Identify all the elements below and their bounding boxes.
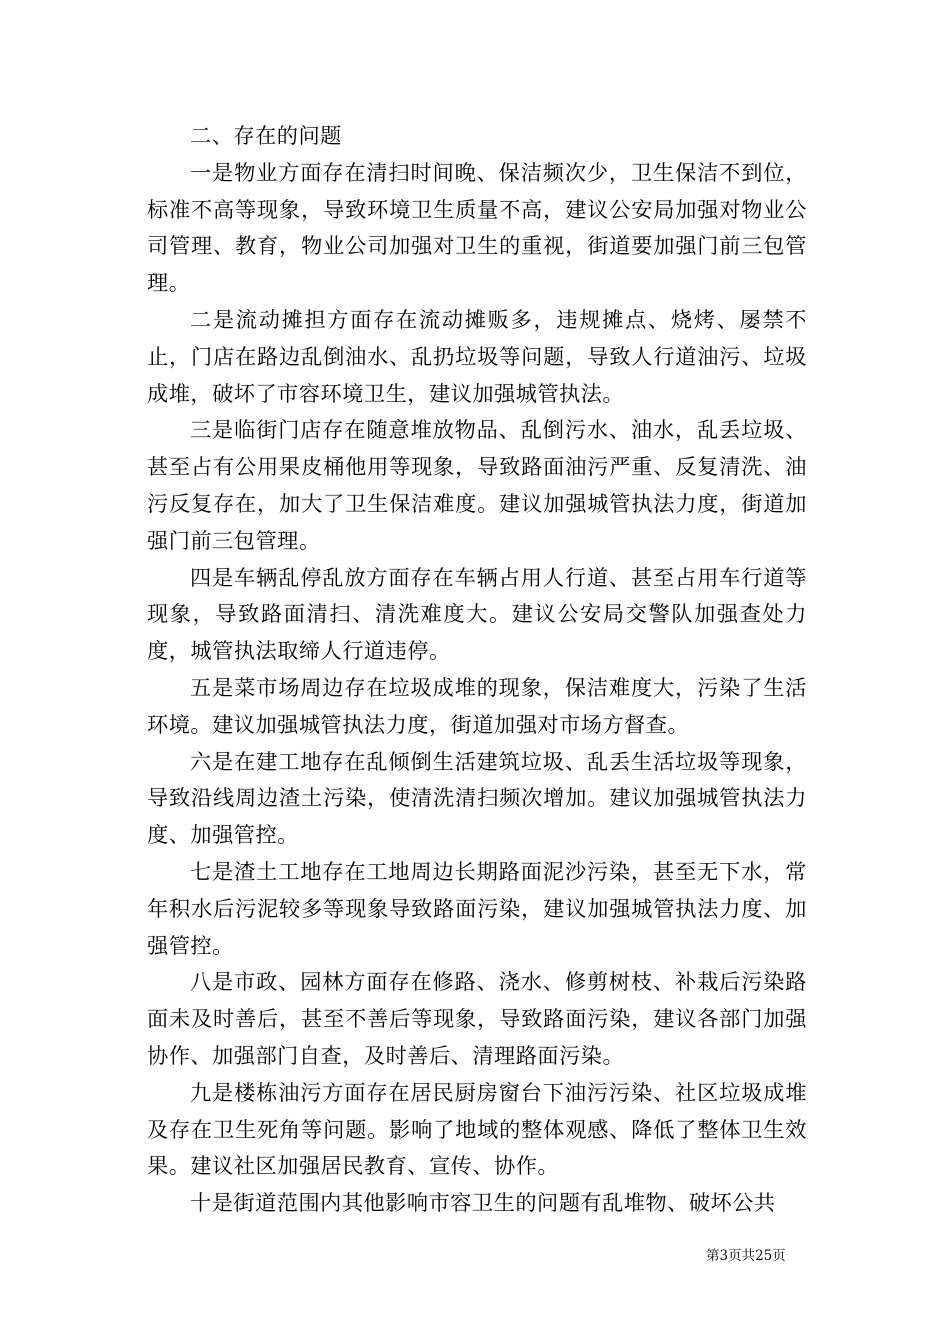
paragraph-1: 一是物业方面存在清扫时间晚、保洁频次少，卫生保洁不到位，标准不高等现象，导致环境卫生质量不高，建议公安局加强对物业公司管理、教育，物业公司加强对卫生的重视，街道要加强门前三包管理。	[147, 159, 807, 296]
document-body	[147, 118, 807, 1222]
paragraph-6: 六是在建工地存在乱倾倒生活建筑垃圾、乱丢生活垃圾等现象，导致沿线周边渣土污染，使清洗清扫频次增加。建议加强城管执法力度、加强管控。	[147, 748, 807, 848]
paragraph-10: 十是街道范围内其他影响市容卫生的问题有乱堆物、破坏公共	[190, 1190, 776, 1216]
paragraph-3: 三是临街门店存在随意堆放物品、乱倒污水、油水，乱丢垃圾、甚至占有公用果皮桶他用等现象，导致路面油污严重、反复清洗、油污反复存在，加大了卫生保洁难度。建议加强城管执法力度，街道加强门前三包管理。	[147, 417, 807, 553]
paragraph-5: 五是菜市场周边存在垃圾成堆的现象，保洁难度大，污染了生活环境。建议加强城管执法力度，街道加强对市场方督查。	[147, 674, 807, 737]
page-number-footer: 第3页共25页	[706, 1248, 786, 1264]
paragraph-8: 八是市政、园林方面存在修路、浇水、修剪树枝、补栽后污染路面未及时善后，甚至不善后等现象，导致路面污染，建议各部门加强协作、加强部门自查，及时善后、清理路面污染。	[147, 969, 807, 1068]
paragraph-2: 二是流动摊担方面存在流动摊贩多，违规摊点、烧烤、屡禁不止，门店在路边乱倒油水、乱扔垃圾等问题，导致人行道油污、垃圾成堆，破坏了市容环境卫生，建议加强城管执法。	[147, 306, 807, 406]
paragraph-9: 九是楼栋油污方面存在居民厨房窗台下油污污染、社区垃圾成堆及存在卫生死角等问题。影响了地域的整体观感、降低了整体卫生效果。建议社区加强居民教育、宣传、协作。	[147, 1079, 807, 1179]
paragraph-4: 四是车辆乱停乱放方面存在车辆占用人行道、甚至占用车行道等现象，导致路面清扫、清洗难度大。建议公安局交警队加强查处力度，城管执法取缔人行道违停。	[147, 564, 807, 664]
section-heading: 二、存在的问题	[190, 123, 342, 148]
paragraph-7: 七是渣土工地存在工地周边长期路面泥沙污染，甚至无下水，常年积水后污泥较多等现象导致路面污染，建议加强城管执法力度、加强管控。	[147, 858, 807, 958]
